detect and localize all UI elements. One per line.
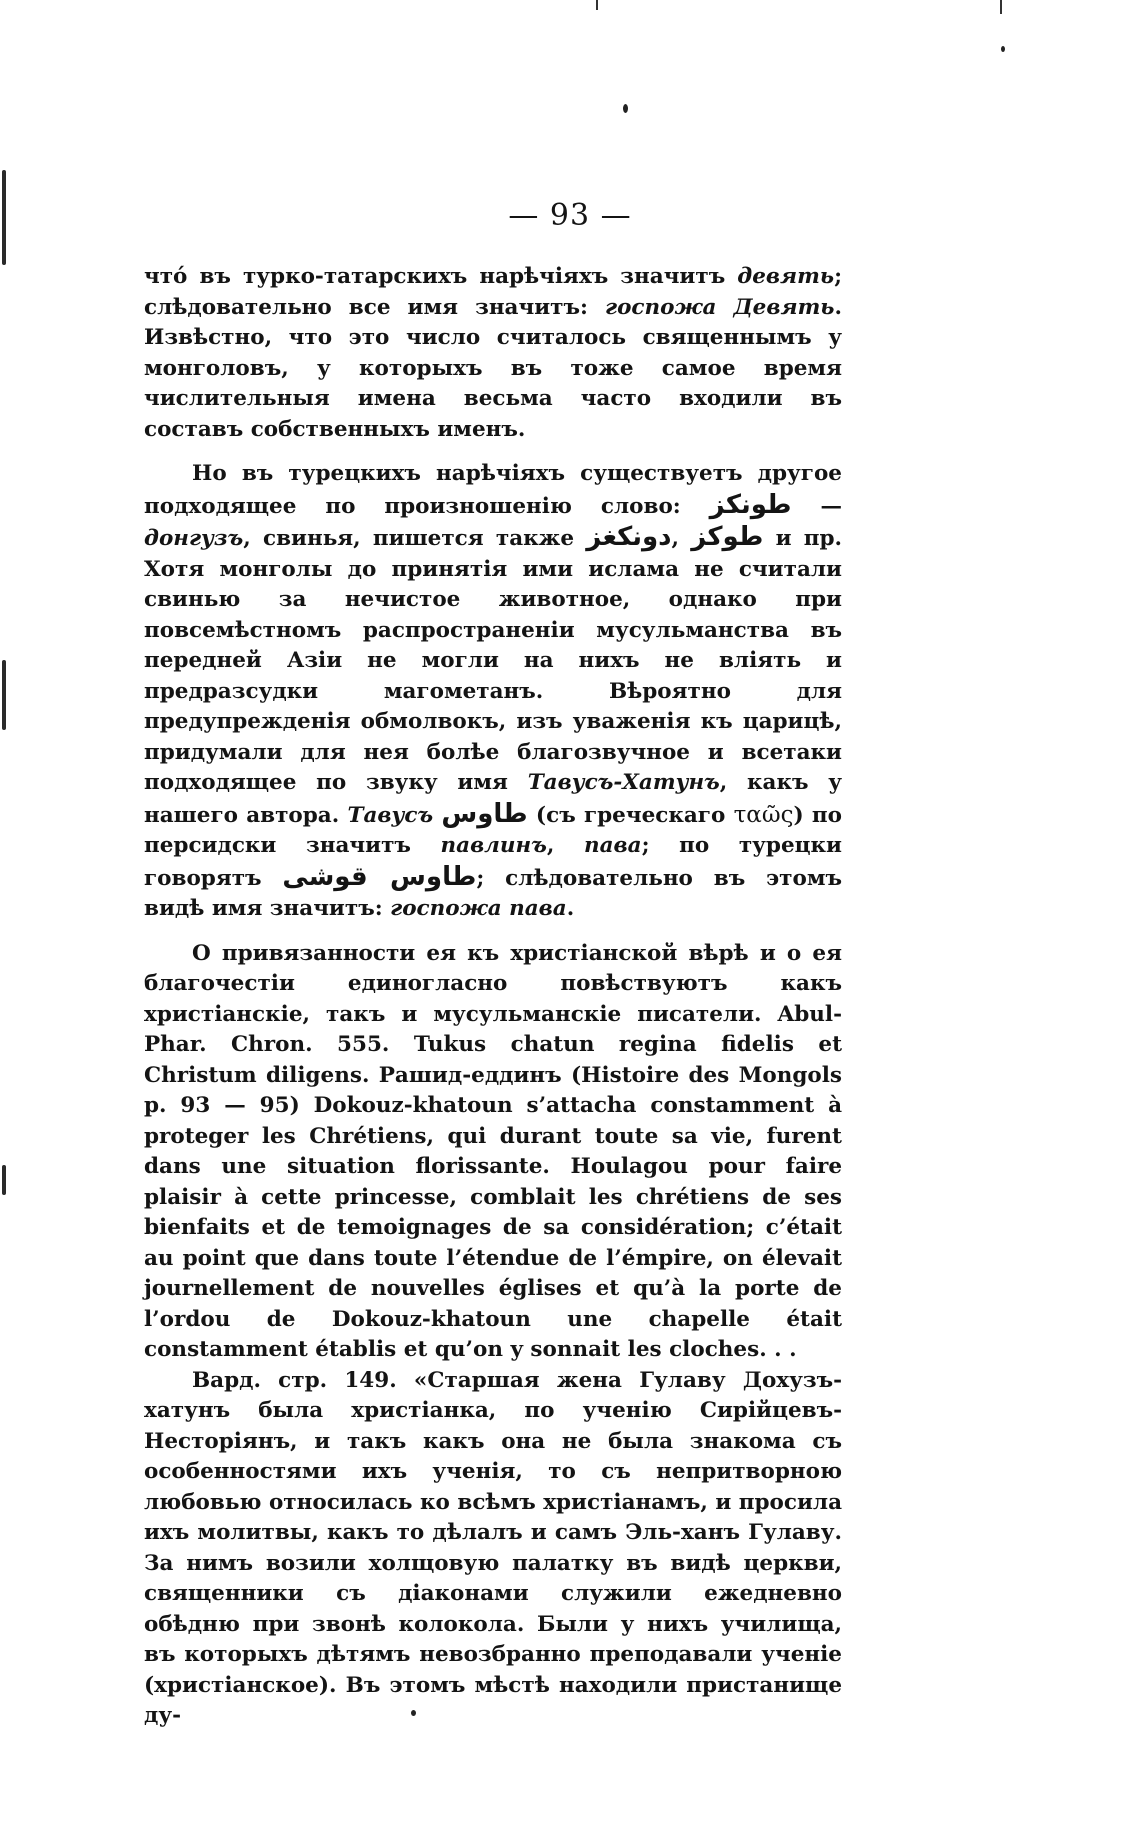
italic-term: госпожа Девять [604, 294, 835, 320]
text-run: , свинья, пишется также [243, 526, 587, 551]
text-run: (съ греческаго [527, 802, 734, 828]
text-run: О привязанности ея къ христіанской вѣрѣ и о ея благочестіи единогласно повѣствуютъ какъ христіанскіе, такъ и мусульманскіе писатели. Abul-Phar. Chron. 555. Tukus chatun regina fidelis et Christum diligens. Рашид-еддинъ (Histoire des Mongols p. 93 — 95) Dokouz-khatoun s’attacha constamment à proteger les Chrétiens, qui durant toute sa vie, furent dans une situation florissante. Houlagou pour faire plaisir à cette princesse, comblait les chrétiens de ses bienfaits et de temoignages de sa considération; c’était au point que dans toute l’étendue de l’émpire, on élevait journellement de nouvelles églises et qu’à la porte de l’ordou de Dokouz-khatoun une chapelle était constamment établis et qu’on y sonnait les cloches. . . [144, 940, 842, 1362]
text-run: и пр. Хотя монголы до принятія ими ислама не считали свинью за нечистое животное, однако при повсемѣстномъ распространеніи мусульманства въ передней Азіи не могли на нихъ не вліять и предразсудки магометанъ. Вѣроятно для предупрежденія обмолвокъ, изъ уваженія къ царицѣ, придумали для нея болѣе благозвучное и всетаки подходящее по звуку имя [144, 526, 842, 795]
italic-term: донгузъ [144, 526, 244, 551]
paragraph-3 [144, 939, 842, 1366]
paragraph-1 [144, 262, 842, 445]
italic-term: Тавусъ [347, 802, 434, 828]
arabic-word: طاوس [441, 798, 528, 829]
text-run: Но въ турецкихъ нарѣчіяхъ существуетъ другое подходящее по произношенію слово: [144, 461, 842, 519]
scan-top-mark [596, 0, 598, 10]
text-run: . Извѣстно, что это число считалось священнымъ у монголовъ, у которыхъ въ тоже самое время числительныя имена весьма часто входили въ составъ собственныхъ именъ. [144, 294, 842, 442]
arabic-word: دونكغز [586, 522, 672, 552]
text-run: — [791, 493, 842, 519]
scan-top-mark [1000, 0, 1002, 14]
text-run: , [546, 833, 584, 858]
text-run: , какъ у нашего автора. [144, 770, 842, 828]
text-run: ; слѣдовательно въ этомъ видѣ имя значитъ: [144, 865, 842, 921]
page-number: — 93 — [508, 198, 632, 233]
italic-term: госпожа пава [390, 896, 567, 921]
scan-speck [1001, 46, 1005, 52]
body-text [144, 262, 842, 1732]
arabic-word: طونكز [709, 489, 792, 520]
arabic-word: طاوس قوشى [282, 861, 477, 892]
text-run: ; по турецки говорятъ [144, 833, 842, 891]
italic-term: павлинъ [440, 833, 547, 858]
scan-speck [623, 104, 628, 113]
paragraph-4 [144, 1366, 842, 1732]
italic-term: Тавусъ-Хатунъ [527, 770, 720, 795]
text-run: ) по персидски значитъ [144, 802, 842, 858]
greek-word: ταῶς [733, 801, 794, 828]
scan-left-edge [2, 0, 7, 1828]
paragraph-2 [144, 459, 842, 925]
text-run: , [671, 526, 692, 551]
text-run: Вард. стр. 149. «Старшая жена Гулаву Дохузъ-хатунъ была христіанка, по ученію Сирійцевъ-Несторіянъ, и такъ какъ она не была знакома съ особенностями ихъ ученія, то съ непритворною любовью относилась ко всѣмъ христіанамъ, и просила ихъ молитвы, какъ то дѣлалъ и самъ Эль-ханъ Гулаву. За нимъ возили холщовую палатку въ видѣ церкви, священники съ діаконами служили ежедневно обѣдню при звонѣ колокола. Были у нихъ училища, въ которыхъ дѣтямъ невозбранно преподавали ученіе (христіанское). Въ этомъ мѣстѣ находили пристанище ду- [144, 1367, 842, 1728]
italic-term: девять [737, 264, 835, 289]
text-run: . [566, 896, 575, 921]
italic-term: пава [583, 833, 642, 858]
arabic-word: طوكز [691, 522, 764, 552]
text-run: ; слѣдовательно все имя значитъ: [144, 264, 842, 320]
text-run: чтó въ турко-татарскихъ нарѣчіяхъ значитъ [144, 264, 738, 289]
